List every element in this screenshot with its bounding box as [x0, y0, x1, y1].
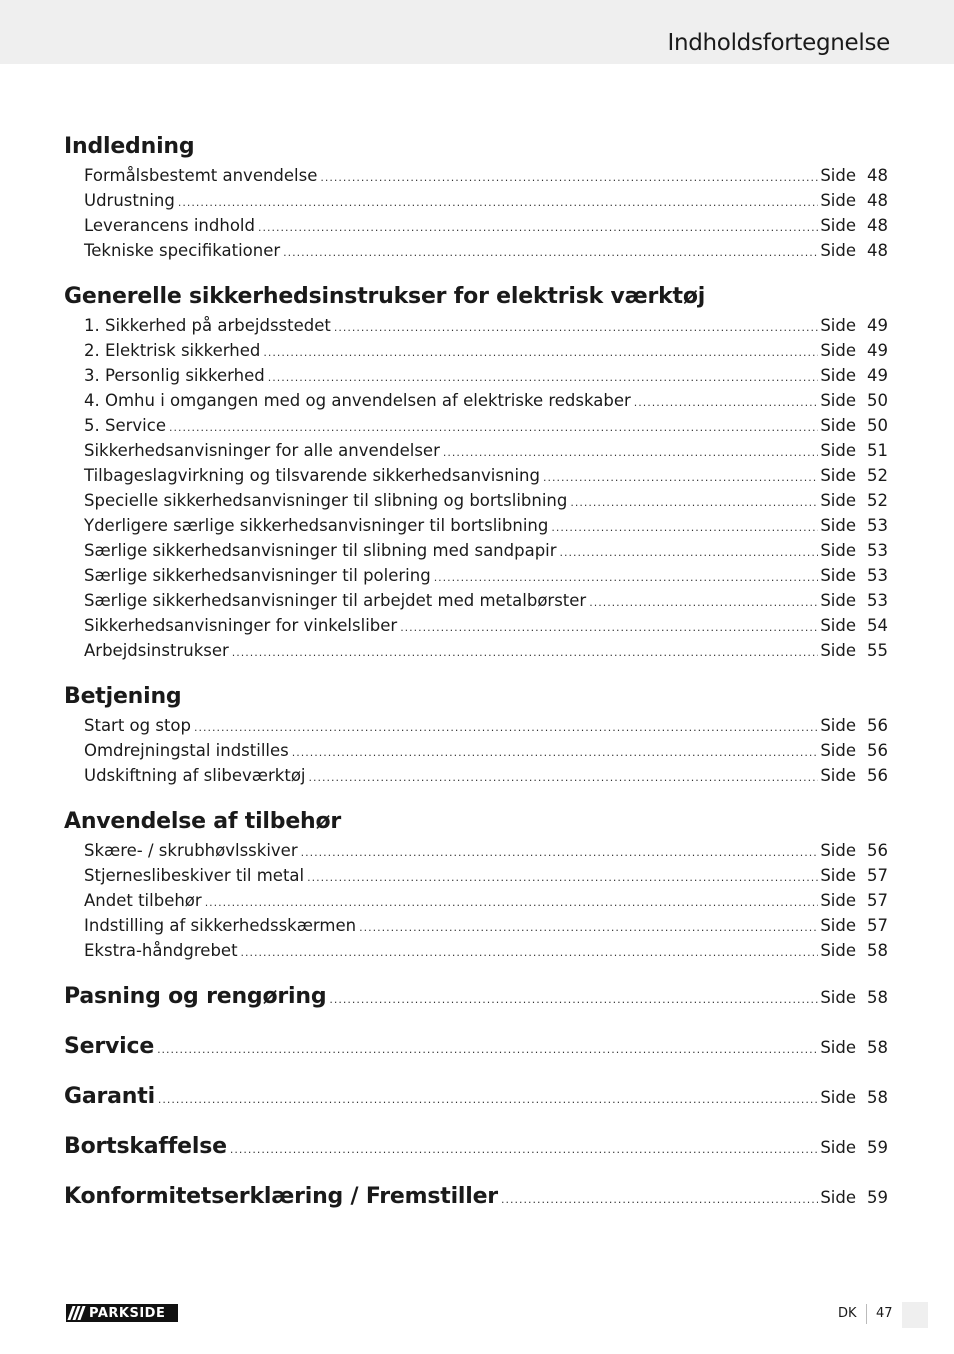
entry-label: Leverancens indhold	[84, 216, 255, 235]
toc-section-betjening	[64, 681, 888, 788]
brand-name: PARKSIDE	[89, 1305, 166, 1321]
leader-dots	[232, 640, 819, 665]
page-number: 49	[867, 341, 888, 360]
page-number: 57	[867, 891, 888, 910]
toc-entry[interactable]	[64, 213, 888, 238]
section-heading: Service	[64, 1034, 155, 1059]
brand-logo	[66, 1304, 178, 1322]
page-number: 53	[867, 516, 888, 535]
page-title: Indholdsfortegnelse	[667, 30, 890, 56]
leader-dots	[320, 165, 818, 190]
leader-dots	[307, 865, 818, 890]
leader-dots	[205, 890, 819, 915]
toc-entry[interactable]	[64, 513, 888, 538]
toc-entry[interactable]	[64, 713, 888, 738]
entry-label: 2. Elektrisk sikkerhed	[84, 341, 261, 360]
page-number: 50	[867, 391, 888, 410]
toc-entry[interactable]	[64, 538, 888, 563]
side-label: Side	[820, 316, 856, 335]
page-number: 48	[867, 241, 888, 260]
side-label: Side	[820, 891, 856, 910]
toc-entry[interactable]	[64, 338, 888, 363]
page-number: 53	[867, 541, 888, 560]
entry-label: Særlige sikkerhedsanvisninger til arbejdet med metalbørster	[84, 591, 587, 610]
side-label: Side	[820, 716, 856, 735]
side-label: Side	[820, 641, 856, 660]
page-number: 56	[867, 741, 888, 760]
leader-dots	[178, 190, 818, 215]
entry-label: Indstilling af sikkerhedsskærmen	[84, 916, 357, 935]
leader-dots	[292, 740, 819, 765]
entry-label: Sikkerhedsanvisninger for alle anvendelser	[84, 441, 440, 460]
section-heading: Generelle sikkerhedsinstrukser for elektrisk værktøj	[64, 284, 706, 309]
leader-dots	[301, 840, 819, 865]
side-label: Side	[820, 591, 856, 610]
leader-dots	[158, 1084, 818, 1116]
page-number: 56	[867, 841, 888, 860]
toc-entry[interactable]	[64, 463, 888, 488]
table-of-contents	[64, 131, 888, 1213]
toc-section-sikkerhed	[64, 281, 888, 663]
toc-entry[interactable]	[64, 563, 888, 588]
page-number: 50	[867, 416, 888, 435]
side-label: Side	[820, 516, 856, 535]
leader-dots	[543, 465, 818, 490]
entry-label: Arbejdsinstrukser	[84, 641, 229, 660]
page-number: 48	[867, 216, 888, 235]
page-number: 55	[867, 641, 888, 660]
side-label: Side	[820, 216, 856, 235]
side-label: Side	[820, 466, 856, 485]
entry-label: Ekstra-håndgrebet	[84, 941, 238, 960]
leader-dots	[634, 390, 819, 415]
page-number: 49	[867, 316, 888, 335]
logo-stripes-icon	[66, 1304, 86, 1322]
toc-entry[interactable]	[64, 863, 888, 888]
entry-label: 5. Service	[84, 416, 166, 435]
leader-dots	[329, 984, 818, 1016]
toc-section-tilbehoer	[64, 806, 888, 963]
entry-label: Skære- / skrubhøvlsskiver	[84, 841, 298, 860]
side-label: Side	[820, 366, 856, 385]
side-label: Side	[820, 866, 856, 885]
leader-dots	[560, 540, 819, 565]
page-number: 53	[867, 566, 888, 585]
toc-entry[interactable]	[64, 588, 888, 613]
toc-entry[interactable]	[64, 838, 888, 863]
entry-label: Andet tilbehør	[84, 891, 202, 910]
side-label: Side	[820, 616, 856, 635]
toc-entry[interactable]	[64, 188, 888, 213]
toc-entry[interactable]	[64, 363, 888, 388]
entry-label: Formålsbestemt anvendelse	[84, 166, 318, 185]
entry-label: 1. Sikkerhed på arbejdsstedet	[84, 316, 331, 335]
leader-dots	[263, 340, 818, 365]
page-number: 59	[867, 1188, 888, 1207]
toc-section-pasning[interactable]	[64, 981, 888, 1013]
side-label: Side	[820, 941, 856, 960]
page-number: 52	[867, 491, 888, 510]
page-number: 49	[867, 366, 888, 385]
section-heading: Konformitetserklæring / Fremstiller	[64, 1184, 498, 1209]
leader-dots	[443, 440, 818, 465]
entry-label: Tekniske specifikationer	[84, 241, 281, 260]
entry-label: Yderligere særlige sikkerhedsanvisninger til bortslibning	[84, 516, 549, 535]
leader-dots	[230, 1134, 818, 1166]
toc-entry[interactable]	[64, 488, 888, 513]
side-label: Side	[820, 191, 856, 210]
page-number-footer: 47	[876, 1306, 893, 1321]
entry-label: Udskiftning af slibeværktøj	[84, 766, 306, 785]
toc-entry[interactable]	[64, 163, 888, 188]
leader-dots	[501, 1184, 818, 1216]
toc-section-service[interactable]	[64, 1031, 888, 1063]
side-label: Side	[820, 541, 856, 560]
side-label: Side	[820, 841, 856, 860]
page-number: 54	[867, 616, 888, 635]
page-number: 57	[867, 866, 888, 885]
toc-section-bortskaffelse[interactable]	[64, 1131, 888, 1163]
page-number: 52	[867, 466, 888, 485]
entry-label: 3. Personlig sikkerhed	[84, 366, 265, 385]
toc-entry[interactable]	[64, 888, 888, 913]
leader-dots	[589, 590, 818, 615]
section-heading: Betjening	[64, 684, 182, 709]
section-heading: Indledning	[64, 134, 195, 159]
side-label: Side	[820, 491, 856, 510]
footer-tab-marker	[902, 1302, 928, 1328]
side-label: Side	[820, 1138, 856, 1157]
section-heading: Pasning og rengøring	[64, 984, 327, 1009]
leader-dots	[400, 615, 818, 640]
page-number: 59	[867, 1138, 888, 1157]
side-label: Side	[820, 391, 856, 410]
side-label: Side	[820, 766, 856, 785]
toc-entry[interactable]	[64, 413, 888, 438]
leader-dots	[359, 915, 818, 940]
side-label: Side	[820, 916, 856, 935]
leader-dots	[241, 940, 819, 965]
page-number: 58	[867, 941, 888, 960]
entry-label: Særlige sikkerhedsanvisninger til polering	[84, 566, 431, 585]
leader-dots	[551, 515, 818, 540]
leader-dots	[309, 765, 819, 790]
side-label: Side	[820, 416, 856, 435]
toc-entry[interactable]	[64, 438, 888, 463]
toc-section-garanti[interactable]	[64, 1081, 888, 1113]
toc-entry[interactable]	[64, 388, 888, 413]
leader-dots	[334, 315, 818, 340]
page-number: 57	[867, 916, 888, 935]
leader-dots	[283, 240, 818, 265]
entry-label: 4. Omhu i omgangen med og anvendelsen af elektriske redskaber	[84, 391, 631, 410]
section-heading: Garanti	[64, 1084, 155, 1109]
side-label: Side	[820, 166, 856, 185]
leader-dots	[258, 215, 818, 240]
leader-dots	[157, 1034, 818, 1066]
leader-dots	[268, 365, 819, 390]
leader-dots	[434, 565, 819, 590]
entry-label: Specielle sikkerhedsanvisninger til slibning og bortslibning	[84, 491, 568, 510]
toc-entry[interactable]	[64, 913, 888, 938]
side-label: Side	[820, 566, 856, 585]
entry-label: Omdrejningstal indstilles	[84, 741, 289, 760]
leader-dots	[194, 715, 818, 740]
side-label: Side	[820, 1188, 856, 1207]
section-heading: Bortskaffelse	[64, 1134, 227, 1159]
page-number: 48	[867, 191, 888, 210]
side-label: Side	[820, 241, 856, 260]
entry-label: Stjerneslibeskiver til metal	[84, 866, 305, 885]
toc-section-konformitet[interactable]	[64, 1181, 888, 1213]
entry-label: Udrustning	[84, 191, 175, 210]
page-number: 51	[867, 441, 888, 460]
page-number: 48	[867, 166, 888, 185]
side-label: Side	[820, 741, 856, 760]
entry-label: Start og stop	[84, 716, 192, 735]
side-label: Side	[820, 1088, 856, 1107]
page-number: 53	[867, 591, 888, 610]
section-heading: Anvendelse af tilbehør	[64, 809, 342, 834]
toc-entry[interactable]	[64, 763, 888, 788]
page-number: 56	[867, 766, 888, 785]
side-label: Side	[820, 988, 856, 1007]
page-number: 58	[867, 1038, 888, 1057]
page-number: 56	[867, 716, 888, 735]
side-label: Side	[820, 441, 856, 460]
toc-entry[interactable]	[64, 638, 888, 663]
toc-entry[interactable]	[64, 238, 888, 263]
entry-label: Sikkerhedsanvisninger for vinkelsliber	[84, 616, 398, 635]
page-number: 58	[867, 1088, 888, 1107]
toc-entry[interactable]	[64, 613, 888, 638]
leader-dots	[570, 490, 818, 515]
toc-entry[interactable]	[64, 313, 888, 338]
toc-section-indledning	[64, 131, 888, 263]
toc-entry[interactable]	[64, 738, 888, 763]
toc-entry[interactable]	[64, 938, 888, 963]
leader-dots	[169, 415, 818, 440]
entry-label: Særlige sikkerhedsanvisninger til slibning med sandpapir	[84, 541, 557, 560]
footer-divider	[866, 1304, 867, 1324]
entry-label: Tilbageslagvirkning og tilsvarende sikkerhedsanvisning	[84, 466, 540, 485]
side-label: Side	[820, 1038, 856, 1057]
page-number: 58	[867, 988, 888, 1007]
side-label: Side	[820, 341, 856, 360]
language-code: DK	[838, 1306, 857, 1321]
